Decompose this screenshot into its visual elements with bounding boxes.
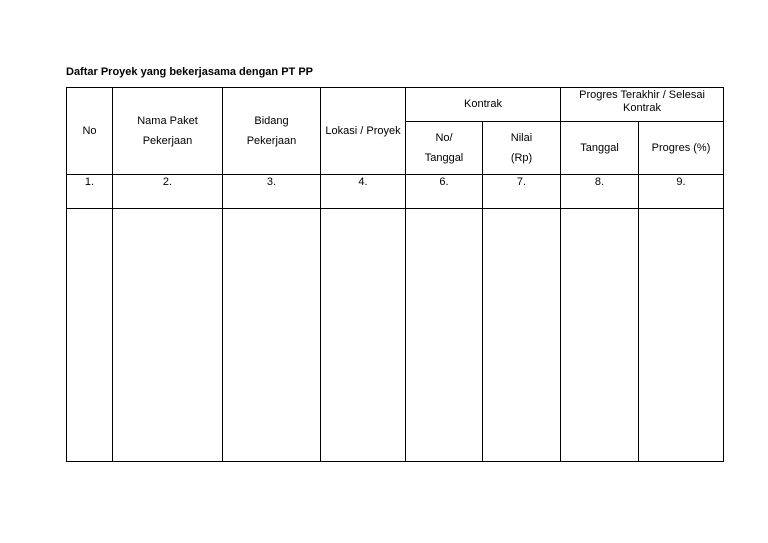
header-kontrak: Kontrak <box>406 88 561 122</box>
column-number-7: 7. <box>483 175 561 209</box>
empty-cell-bidang[interactable] <box>223 209 321 462</box>
header-progres-group: Progres Terakhir / Selesai Kontrak <box>561 88 724 122</box>
header-lokasi: Lokasi / Proyek <box>321 88 406 175</box>
column-number-4: 4. <box>321 175 406 209</box>
column-number-1: 1. <box>67 175 113 209</box>
empty-cell-no[interactable] <box>67 209 113 462</box>
header-nama-paket: Nama Paket Pekerjaan <box>113 88 223 175</box>
header-bidang: Bidang Pekerjaan <box>223 88 321 175</box>
empty-cell-lokasi[interactable] <box>321 209 406 462</box>
empty-cell-tanggal[interactable] <box>561 209 639 462</box>
column-number-9: 9. <box>639 175 724 209</box>
project-table <box>66 87 724 462</box>
empty-cell-nama-paket[interactable] <box>113 209 223 462</box>
empty-cell-no-tanggal[interactable] <box>406 209 483 462</box>
column-number-6: 6. <box>406 175 483 209</box>
header-no: No <box>67 88 113 175</box>
header-tanggal: Tanggal <box>561 122 639 175</box>
document-title: Daftar Proyek yang bekerjasama dengan PT PP <box>66 66 313 78</box>
header-progres-pct: Progres (%) <box>639 122 724 175</box>
empty-cell-nilai[interactable] <box>483 209 561 462</box>
empty-cell-progres[interactable] <box>639 209 724 462</box>
column-number-8: 8. <box>561 175 639 209</box>
column-number-3: 3. <box>223 175 321 209</box>
header-nilai: Nilai (Rp) <box>483 122 561 175</box>
header-no-tanggal: No/ Tanggal <box>406 122 483 175</box>
column-number-2: 2. <box>113 175 223 209</box>
